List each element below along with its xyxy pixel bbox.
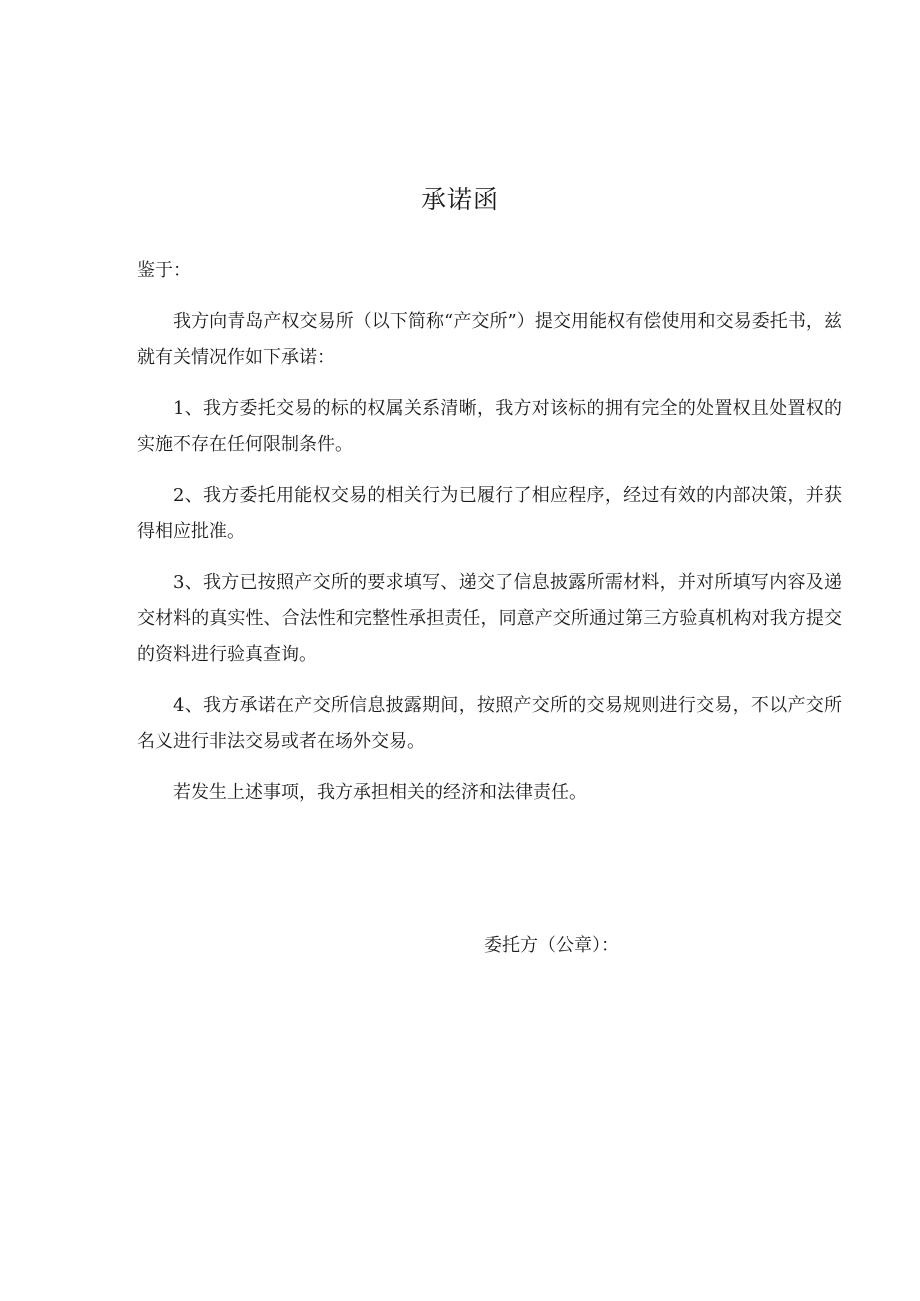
paragraph-item-1: 1、我方委托交易的标的权属关系清晰，我方对该标的拥有完全的处置权且处置权的实施不存在任何限制条件。 [137,398,842,455]
paragraph-item-3: 3、我方已按照产交所的要求填写、递交了信息披露所需材料，并对所填写内容及递交材料的真实性、合法性和完整性承担责任，同意产交所通过第三方验真机构对我方提交的资料进行验真查询。 [137,572,842,665]
paragraph-closing: 若发生上述事项，我方承担相关的经济和法律责任。 [173,782,587,803]
signature-line: 委托方（公章）： [484,935,619,956]
document-body [137,253,842,826]
paragraph-intro: 我方向青岛产权交易所（以下简称“产交所”）提交用能权有偿使用和交易委托书，兹就有关情况作如下承诺： [137,311,842,368]
paragraph-item-2: 2、我方委托用能权交易的相关行为已履行了相应程序，经过有效的内部决策，并获得相应批准。 [137,485,842,542]
paragraph-item-4: 4、我方承诺在产交所信息披露期间，按照产交所的交易规则进行交易，不以产交所名义进行非法交易或者在场外交易。 [137,695,842,752]
salutation: 鉴于： [137,260,191,281]
document-title: 承诺函 [420,185,499,214]
